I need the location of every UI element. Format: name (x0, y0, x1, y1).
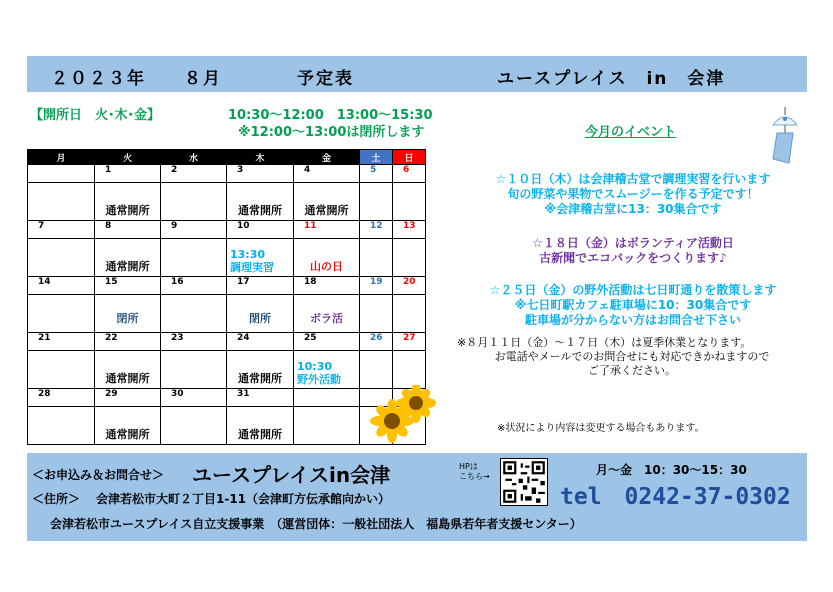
date-cell: 29 (95, 389, 161, 407)
week-4-notes (28, 351, 426, 389)
week-5-dates (28, 389, 426, 407)
note-cell (227, 407, 294, 445)
summer-closure-notice (457, 336, 807, 378)
note-cell (161, 183, 227, 221)
date-cell: 30 (161, 389, 227, 407)
schedule-title: 予定表 (297, 69, 354, 89)
event-line: 旬の野菜や果物でスムージーを作る予定です！ (507, 187, 759, 201)
note-cell (161, 351, 227, 389)
date-cell: 14 (28, 277, 95, 295)
day-note: 通常開所 (304, 204, 349, 217)
date-cell: 20 (393, 277, 426, 295)
day-note: 通常開所 (238, 204, 282, 217)
event-outdoor (455, 283, 811, 328)
day-note: 閉所 (249, 312, 271, 325)
tel-link[interactable]: tel 0242-37-0302 (560, 484, 791, 510)
note-cell (28, 295, 95, 333)
date-cell: 4 (294, 165, 360, 183)
note-cell (360, 351, 393, 389)
note-cell (393, 239, 426, 277)
date-cell: 16 (161, 277, 227, 295)
event-line: 駐車場が分からない方はお問合せ下さい (524, 313, 741, 327)
program-info: 会津若松市ユースプレイス自立支援事業 （運営団体：一般社団法人 福島県若年者支援センター） (50, 517, 582, 531)
notice-line: ご了承ください。 (588, 364, 676, 377)
note-cell (393, 351, 426, 389)
date-cell (294, 389, 360, 407)
wind-chime-icon (763, 107, 803, 165)
date-cell: 27 (393, 333, 426, 351)
week-2-notes (28, 239, 426, 277)
event-volunteer (463, 236, 803, 266)
week-3-notes (28, 295, 426, 333)
date-cell (28, 165, 95, 183)
note-cell (393, 183, 426, 221)
date-cell: 28 (28, 389, 95, 407)
sunflower-icon (368, 385, 438, 445)
date-cell: 6 (393, 165, 426, 183)
date-cell: 26 (360, 333, 393, 351)
date-cell: 7 (28, 221, 95, 239)
address: 会津若松市大町２丁目1-11（会津町方伝承館向かい） (96, 492, 391, 506)
event-line: ☆２５日（金）の野外活動は七日町通りを散策します (489, 283, 777, 297)
note-cell (360, 239, 393, 277)
date-cell: 15 (95, 277, 161, 295)
weekday-mon: 月 (28, 150, 95, 165)
day-note: 通常開所 (105, 428, 150, 441)
date-cell: 9 (161, 221, 227, 239)
notice-line: ※８月１１日（金）〜１７日（木）は夏季休業となります。 (457, 336, 752, 349)
week-5-notes (28, 407, 426, 445)
org-title: ユースプレイス in 会津 (497, 69, 726, 89)
event-line: 古新聞でエコバックをつくります♪ (539, 251, 727, 265)
notice-line: お電話やメールでのお問合せにも対応できかねますので (494, 350, 770, 363)
weekday-tue: 火 (95, 150, 161, 165)
closed-note: ※12:00〜13:00は閉所します (238, 125, 425, 140)
date-cell: 25 (294, 333, 360, 351)
note-cell (28, 239, 95, 277)
year-month: ２０２３年 ８月 (51, 69, 222, 89)
note-cell (161, 239, 227, 277)
note-cell (227, 183, 294, 221)
week-1-dates (28, 165, 426, 183)
weekday-wed: 水 (161, 150, 227, 165)
note-cell (227, 351, 294, 389)
note-cell (227, 295, 294, 333)
note-cell (360, 183, 393, 221)
note-cell (95, 407, 161, 445)
date-cell: 5 (360, 165, 393, 183)
date-cell: 18 (294, 277, 360, 295)
week-2-dates (28, 221, 426, 239)
weekday-fri: 金 (294, 150, 360, 165)
title-bar (27, 56, 807, 92)
weekday-sat: 土 (360, 150, 393, 165)
event-line: ※会津稽古堂に13：30集合です (544, 202, 722, 216)
day-note: 通常開所 (238, 428, 282, 441)
note-cell (294, 239, 360, 277)
date-cell: 22 (95, 333, 161, 351)
event-line: ☆１０日（木）は会津稽古堂で調理実習を行います (495, 172, 771, 186)
cooking-class-note: 13:30 調理実習 (230, 248, 274, 274)
date-cell: 10 (227, 221, 294, 239)
note-cell (28, 183, 95, 221)
weekday-sun: 日 (393, 150, 426, 165)
note-cell (95, 239, 161, 277)
note-cell (95, 295, 161, 333)
org-name: ユースプレイスin会津 (192, 463, 391, 487)
date-cell: 8 (95, 221, 161, 239)
events-title: 今月のイベント (585, 125, 677, 140)
qr-code-icon[interactable] (500, 458, 548, 506)
holiday-note: 山の日 (310, 260, 343, 273)
note-cell (294, 295, 360, 333)
date-cell: 31 (227, 389, 294, 407)
note-cell (95, 351, 161, 389)
note-cell (294, 183, 360, 221)
business-hours: 月〜金 10：30〜15：30 (596, 463, 747, 477)
note-cell (360, 295, 393, 333)
hp-label: HPは こちら→ (459, 462, 490, 481)
day-note: 通常開所 (105, 372, 150, 385)
disclaimer: ※状況により内容は変更する場合もあります。 (497, 423, 705, 434)
date-cell: 23 (161, 333, 227, 351)
date-cell: 24 (227, 333, 294, 351)
event-line: ※七日町駅カフェ駐車場に10：30集合です (514, 298, 752, 312)
date-cell: 3 (227, 165, 294, 183)
open-hours: 10:30〜12:00 13:00〜15:30 (228, 108, 433, 123)
day-note: 閉所 (116, 312, 139, 325)
weekday-thu: 木 (227, 150, 294, 165)
day-note: 通常開所 (105, 204, 150, 217)
volunteer-note: ボラ活 (310, 312, 343, 325)
event-line: ☆１８日（金）はボランティア活動日 (532, 236, 734, 250)
event-cooking (463, 172, 803, 217)
date-cell: 21 (28, 333, 95, 351)
week-4-dates (28, 333, 426, 351)
date-cell: 11 (294, 221, 360, 239)
outdoor-activity-note: 10:30 野外活動 (297, 360, 341, 386)
date-cell: 17 (227, 277, 294, 295)
note-cell (227, 239, 294, 277)
weekday-header-row (28, 150, 426, 165)
open-days-label: 【開所日 火･木･金】 (30, 108, 161, 123)
week-3-dates (28, 277, 426, 295)
date-cell: 13 (393, 221, 426, 239)
note-cell (393, 295, 426, 333)
inquiry-label: ＜お申込み＆お問合せ＞ (32, 468, 165, 482)
date-cell: 2 (161, 165, 227, 183)
note-cell (28, 351, 95, 389)
date-cell: 19 (360, 277, 393, 295)
note-cell (294, 407, 360, 445)
note-cell (28, 407, 95, 445)
note-cell (161, 407, 227, 445)
note-cell (95, 183, 161, 221)
note-cell (294, 351, 360, 389)
note-cell (161, 295, 227, 333)
day-note: 通常開所 (238, 372, 282, 385)
week-1-notes (28, 183, 426, 221)
calendar (27, 149, 426, 445)
address-label: ＜住所＞ (32, 492, 81, 506)
date-cell: 1 (95, 165, 161, 183)
day-note: 通常開所 (105, 260, 150, 273)
date-cell: 12 (360, 221, 393, 239)
